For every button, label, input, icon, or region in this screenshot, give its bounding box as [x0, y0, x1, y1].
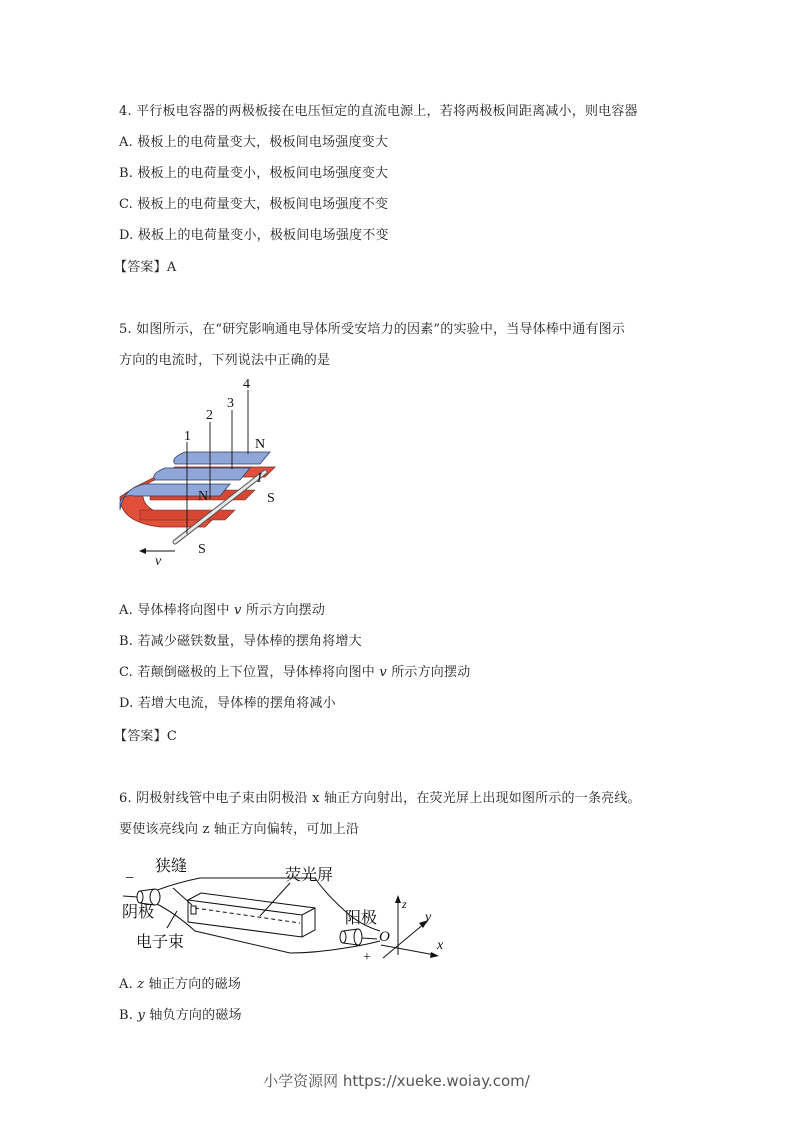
answer-value: C [166, 729, 177, 744]
q4-option-d [119, 228, 389, 244]
option-label: D. [119, 228, 134, 243]
variable: v [379, 665, 387, 680]
origin-label: O [379, 929, 390, 945]
q6-stem-text: 要使该亮线向 z 轴正方向偏转，可加上沿 [119, 822, 360, 837]
option-label: A. [119, 603, 133, 618]
option-text: 所示方向摆动 [386, 665, 471, 680]
wire-2-label: 2 [206, 408, 213, 423]
velocity-arrow-icon [139, 548, 146, 554]
option-text: 若减少磁铁数量，导体棒的摆角将增大 [137, 634, 362, 649]
option-text: 若颠倒磁极的上下位置，导体棒将向图中 [137, 665, 380, 680]
option-text: 轴正方向的磁场 [144, 977, 242, 992]
q4-option-c [119, 197, 388, 213]
option-label: D. [119, 696, 134, 711]
q5-stem-line2 [119, 353, 330, 369]
option-label: C. [119, 665, 134, 680]
q6-stem-text: 阴极射线管中电子束由阴极沿 x 轴正方向射出，在荧光屏上出现如图所示的一条亮线。 [136, 791, 641, 806]
variable: v [234, 603, 242, 618]
q4-number: 4. [119, 104, 132, 119]
q4-option-b [119, 166, 388, 182]
option-text: 所示方向摆动 [241, 603, 326, 618]
option-text: 若增大电流，导体棒的摆角将减小 [137, 696, 336, 711]
option-text: 导体棒将向图中 [137, 603, 234, 618]
screen-label: 荧光屏 [285, 867, 334, 884]
north-pole-label: N [255, 437, 266, 452]
q5-option-d [119, 696, 336, 712]
plus-sign: + [363, 950, 371, 965]
option-text: 极板上的电荷量变大，极板间电场强度变大 [137, 135, 389, 150]
q6-option-b [119, 1008, 242, 1024]
q4-option-a [119, 135, 388, 151]
north-pole-label: N [198, 489, 209, 504]
anode-label: 阳极 [345, 910, 378, 927]
wire-4-label: 4 [243, 377, 250, 392]
q5-option-a [119, 603, 325, 619]
z-axis-arrow-icon [395, 895, 401, 903]
q5-stem-text: 方向的电流时，下列说法中正确的是 [119, 353, 331, 368]
q5-option-c [119, 665, 470, 681]
q6-option-a [119, 977, 241, 993]
option-label: B. [119, 166, 134, 181]
q5-option-b [119, 634, 362, 650]
x-axis-label: x [437, 938, 444, 953]
q6-stem-line2 [119, 822, 359, 838]
cathode-label: 阴极 [122, 904, 155, 921]
option-text: 轴负方向的磁场 [144, 1008, 242, 1023]
q5-stem-text: 如图所示，在“研究影响通电导体所受安培力的因素”的实验中，当导体棒中通有图示 [136, 322, 626, 337]
option-label: A. [119, 135, 133, 150]
south-pole-label: S [267, 491, 275, 506]
footer-watermark: 小学资源网 https://xueke.woiay.com/ [263, 1072, 530, 1090]
south-pole-label: S [198, 542, 206, 557]
beam-label: 电子束 [136, 934, 185, 951]
answer-label: 【答案】 [114, 260, 167, 275]
option-text: 极板上的电荷量变大，极板间电场强度不变 [137, 197, 389, 212]
magnet-diagram [115, 372, 290, 572]
wire-1-label: 1 [184, 429, 191, 444]
option-text: 极板上的电荷量变小，极板间电场强度变大 [137, 166, 389, 181]
slit-label: 狭缝 [155, 858, 188, 875]
z-axis-label: z [402, 897, 407, 911]
minus-sign: − [125, 870, 135, 887]
q6-number: 6. [119, 791, 132, 806]
q5-answer [114, 729, 177, 745]
y-axis-label: y [425, 910, 432, 925]
q5-number: 5. [119, 322, 132, 337]
q4-stem [119, 104, 638, 120]
variable: z [137, 977, 145, 992]
option-text: 极板上的电荷量变小，极板间电场强度不变 [137, 228, 389, 243]
cathode-ray-tube-diagram [115, 853, 450, 968]
q6-stem-line1 [119, 791, 641, 807]
q4-stem-text: 平行板电容器的两极板接在电压恒定的直流电源上，若将两极板间距离减小，则电容器 [136, 104, 638, 119]
q4-answer [114, 260, 176, 276]
option-label: B. [119, 634, 134, 649]
q5-stem-line1 [119, 322, 625, 338]
variable: y [137, 1008, 145, 1023]
wire-3-label: 3 [227, 396, 234, 411]
option-label: C. [119, 197, 134, 212]
answer-value: A [166, 260, 177, 275]
option-label: B. [119, 1008, 134, 1023]
answer-label: 【答案】 [114, 729, 167, 744]
option-label: A. [119, 977, 133, 992]
current-label: I [257, 471, 262, 486]
velocity-label: v [155, 554, 162, 569]
